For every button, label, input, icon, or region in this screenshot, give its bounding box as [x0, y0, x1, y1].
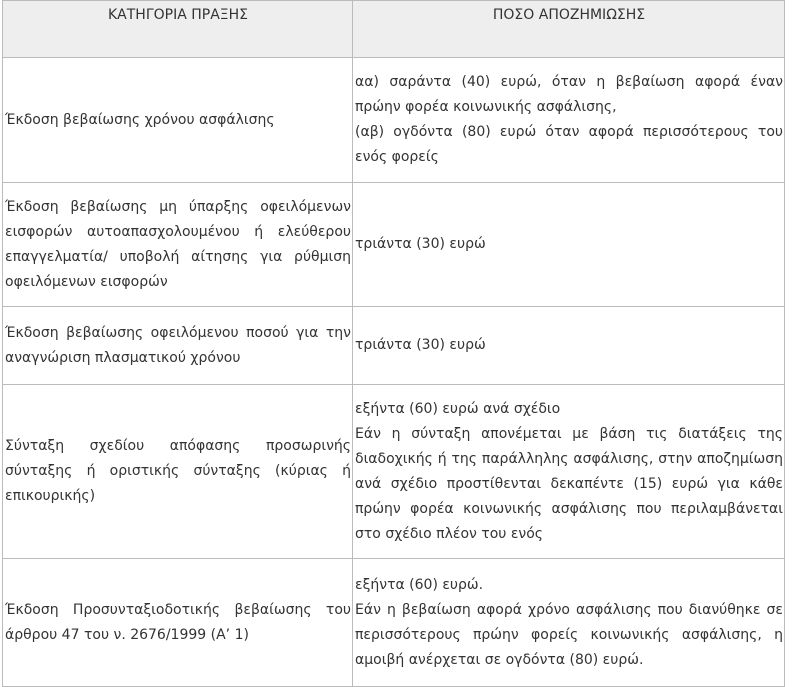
table-row: [3, 385, 785, 559]
category-cell: Έκδοση βεβαίωσης χρόνου ασφάλισης: [3, 58, 353, 183]
amount-line: τριάντα (30) ευρώ: [355, 337, 486, 353]
amount-line: (αβ) ογδόντα (80) ευρώ όταν αφορά περισσότερους του ενός φορείς: [355, 124, 783, 165]
amount-line: Εάν η σύνταξη απονέμεται με βάση τις διατάξεις της διαδοχικής ή της παράλληλης ασφάλισης, στην αποζημίωση ανά σχέδιο προστίθενται δεκαπέντε (15) ευρώ για κάθε πρώην φορέα κοινωνικής ασφάλισης που περιλαμβάνεται στο σχέδιο πλέον του ενός: [355, 425, 783, 542]
table-row: [3, 58, 785, 183]
fees-table: [2, 0, 785, 687]
amount-line: εξήντα (60) ευρώ.: [355, 576, 484, 593]
category-cell: Σύνταξη σχεδίου απόφασης προσωρινής σύνταξης ή οριστικής σύνταξης (κύριας ή επικουρικής): [3, 385, 353, 559]
category-cell: Έκδοση Προσυνταξιοδοτικής βεβαίωσης του άρθρου 47 του ν. 2676/1999 (Α’ 1): [3, 559, 353, 687]
amount-line: Εάν η βεβαίωση αφορά χρόνο ασφάλισης που διανύθηκε σε περισσότερους πρώην φορείς κοινωνικής ασφάλισης, η αμοιβή ανέρχεται σε ογδόντα (80) ευρώ.: [355, 601, 783, 668]
table-row: [3, 559, 785, 687]
amount-cell: [353, 559, 785, 687]
amount-cell: [353, 58, 785, 183]
table-row: [3, 307, 785, 385]
amount-cell: [353, 385, 785, 559]
amount-line: τριάντα (30) ευρώ: [355, 236, 486, 252]
amount-cell: [353, 307, 785, 385]
table-row: [3, 183, 785, 307]
amount-line: αα) σαράντα (40) ευρώ, όταν η βεβαίωση αφορά έναν πρώην φορέα κοινωνικής ασφάλισης,: [355, 74, 783, 115]
category-cell: Έκδοση βεβαίωσης οφειλόμενου ποσού για την αναγνώριση πλασματικού χρόνου: [3, 307, 353, 385]
table-header-row: [3, 1, 785, 58]
header-category: ΚΑΤΗΓΟΡΙΑ ΠΡΑΞΗΣ: [3, 1, 353, 58]
category-cell: Έκδοση βεβαίωσης μη ύπαρξης οφειλόμενων εισφορών αυτοαπασχολουμένου ή ελεύθερου επαγγελματία/ υποβολή αίτησης για ρύθμιση οφειλόμενων εισφορών: [3, 183, 353, 307]
amount-cell: [353, 183, 785, 307]
amount-line: εξήντα (60) ευρώ ανά σχέδιο: [355, 400, 561, 417]
header-amount: ΠΟΣΟ ΑΠΟΖΗΜΙΩΣΗΣ: [353, 1, 785, 58]
